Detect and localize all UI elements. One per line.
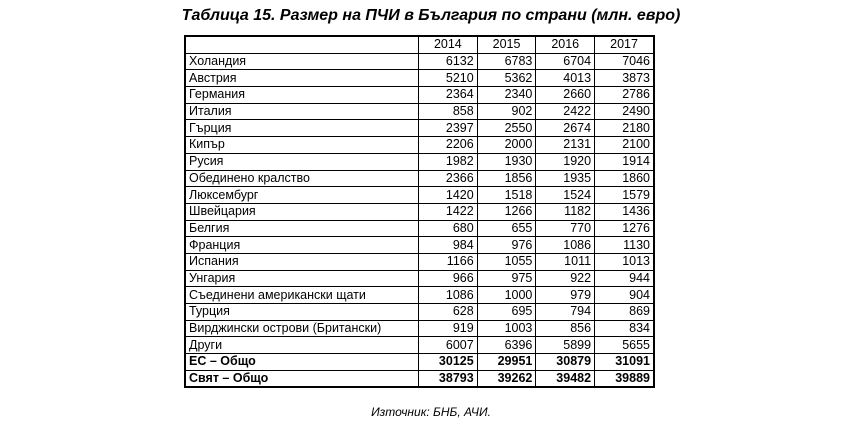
column-header-2016: 2016 <box>536 36 595 53</box>
value-cell: 3873 <box>595 70 654 87</box>
value-cell: 628 <box>419 304 478 321</box>
value-cell: 655 <box>477 220 536 237</box>
value-cell: 39262 <box>477 370 536 387</box>
fdi-table <box>184 35 655 388</box>
value-cell: 794 <box>536 304 595 321</box>
value-cell: 5210 <box>419 70 478 87</box>
value-cell: 2000 <box>477 137 536 154</box>
value-cell: 2674 <box>536 120 595 137</box>
value-cell: 2364 <box>419 87 478 104</box>
table-row <box>185 220 654 237</box>
value-cell: 1524 <box>536 187 595 204</box>
value-cell: 1860 <box>595 170 654 187</box>
table-row <box>185 354 654 371</box>
value-cell: 1086 <box>536 237 595 254</box>
country-name-cell: Турция <box>185 304 419 321</box>
value-cell: 1436 <box>595 203 654 220</box>
table-row <box>185 337 654 354</box>
country-name-cell: ЕС – Общо <box>185 354 419 371</box>
table-row <box>185 53 654 70</box>
value-cell: 1276 <box>595 220 654 237</box>
value-cell: 5899 <box>536 337 595 354</box>
value-cell: 966 <box>419 270 478 287</box>
value-cell: 31091 <box>595 354 654 371</box>
country-name-cell: Германия <box>185 87 419 104</box>
value-cell: 39482 <box>536 370 595 387</box>
value-cell: 1130 <box>595 237 654 254</box>
column-header-2014: 2014 <box>419 36 478 53</box>
table-row <box>185 87 654 104</box>
value-cell: 1935 <box>536 170 595 187</box>
value-cell: 2550 <box>477 120 536 137</box>
country-name-cell: Кипър <box>185 137 419 154</box>
value-cell: 984 <box>419 237 478 254</box>
value-cell: 2660 <box>536 87 595 104</box>
country-name-cell: Швейцария <box>185 203 419 220</box>
value-cell: 1182 <box>536 203 595 220</box>
value-cell: 856 <box>536 320 595 337</box>
value-cell: 1579 <box>595 187 654 204</box>
value-cell: 1856 <box>477 170 536 187</box>
value-cell: 2131 <box>536 137 595 154</box>
value-cell: 38793 <box>419 370 478 387</box>
value-cell: 30879 <box>536 354 595 371</box>
table-row <box>185 370 654 387</box>
value-cell: 4013 <box>536 70 595 87</box>
value-cell: 1420 <box>419 187 478 204</box>
value-cell: 904 <box>595 287 654 304</box>
value-cell: 5655 <box>595 337 654 354</box>
value-cell: 1000 <box>477 287 536 304</box>
value-cell: 1422 <box>419 203 478 220</box>
table-body <box>185 53 654 387</box>
value-cell: 1518 <box>477 187 536 204</box>
table-row <box>185 153 654 170</box>
value-cell: 680 <box>419 220 478 237</box>
country-name-cell: Съединени американски щати <box>185 287 419 304</box>
table-row <box>185 320 654 337</box>
value-cell: 6132 <box>419 53 478 70</box>
country-name-cell: Австрия <box>185 70 419 87</box>
value-cell: 2397 <box>419 120 478 137</box>
value-cell: 6396 <box>477 337 536 354</box>
country-name-cell: Други <box>185 337 419 354</box>
table-row <box>185 253 654 270</box>
value-cell: 858 <box>419 103 478 120</box>
value-cell: 6783 <box>477 53 536 70</box>
value-cell: 919 <box>419 320 478 337</box>
country-name-cell: Холандия <box>185 53 419 70</box>
value-cell: 1011 <box>536 253 595 270</box>
value-cell: 869 <box>595 304 654 321</box>
value-cell: 39889 <box>595 370 654 387</box>
table-header-row <box>185 36 654 53</box>
value-cell: 1266 <box>477 203 536 220</box>
source-note: Източник: БНБ, АЧИ. <box>371 405 491 419</box>
country-name-cell: Люксембург <box>185 187 419 204</box>
table-title: Таблица 15. Размер на ПЧИ в България по страни (млн. евро) <box>181 7 681 24</box>
value-cell: 7046 <box>595 53 654 70</box>
value-cell: 2422 <box>536 103 595 120</box>
value-cell: 2366 <box>419 170 478 187</box>
value-cell: 6007 <box>419 337 478 354</box>
value-cell: 979 <box>536 287 595 304</box>
table-row <box>185 270 654 287</box>
value-cell: 5362 <box>477 70 536 87</box>
table-row <box>185 137 654 154</box>
value-cell: 1914 <box>595 153 654 170</box>
value-cell: 6704 <box>536 53 595 70</box>
value-cell: 1930 <box>477 153 536 170</box>
value-cell: 1166 <box>419 253 478 270</box>
value-cell: 1920 <box>536 153 595 170</box>
value-cell: 2786 <box>595 87 654 104</box>
value-cell: 695 <box>477 304 536 321</box>
column-header <box>185 36 419 53</box>
value-cell: 2180 <box>595 120 654 137</box>
value-cell: 902 <box>477 103 536 120</box>
country-name-cell: Испания <box>185 253 419 270</box>
value-cell: 1982 <box>419 153 478 170</box>
value-cell: 2206 <box>419 137 478 154</box>
table-row <box>185 287 654 304</box>
value-cell: 770 <box>536 220 595 237</box>
value-cell: 944 <box>595 270 654 287</box>
country-name-cell: Обединено кралство <box>185 170 419 187</box>
value-cell: 1013 <box>595 253 654 270</box>
table-row <box>185 187 654 204</box>
value-cell: 834 <box>595 320 654 337</box>
country-name-cell: Гърция <box>185 120 419 137</box>
country-name-cell: Свят – Общо <box>185 370 419 387</box>
table-row <box>185 70 654 87</box>
country-name-cell: Русия <box>185 153 419 170</box>
country-name-cell: Унгария <box>185 270 419 287</box>
column-header-2015: 2015 <box>477 36 536 53</box>
value-cell: 975 <box>477 270 536 287</box>
value-cell: 2340 <box>477 87 536 104</box>
table-row <box>185 304 654 321</box>
table-row <box>185 237 654 254</box>
table-row <box>185 170 654 187</box>
value-cell: 976 <box>477 237 536 254</box>
value-cell: 1055 <box>477 253 536 270</box>
value-cell: 1003 <box>477 320 536 337</box>
country-name-cell: Белгия <box>185 220 419 237</box>
value-cell: 30125 <box>419 354 478 371</box>
country-name-cell: Вирджински острови (Британски) <box>185 320 419 337</box>
value-cell: 29951 <box>477 354 536 371</box>
value-cell: 2100 <box>595 137 654 154</box>
table-row <box>185 120 654 137</box>
value-cell: 1086 <box>419 287 478 304</box>
table-row <box>185 103 654 120</box>
value-cell: 922 <box>536 270 595 287</box>
column-header-2017: 2017 <box>595 36 654 53</box>
country-name-cell: Франция <box>185 237 419 254</box>
value-cell: 2490 <box>595 103 654 120</box>
country-name-cell: Италия <box>185 103 419 120</box>
table-row <box>185 203 654 220</box>
